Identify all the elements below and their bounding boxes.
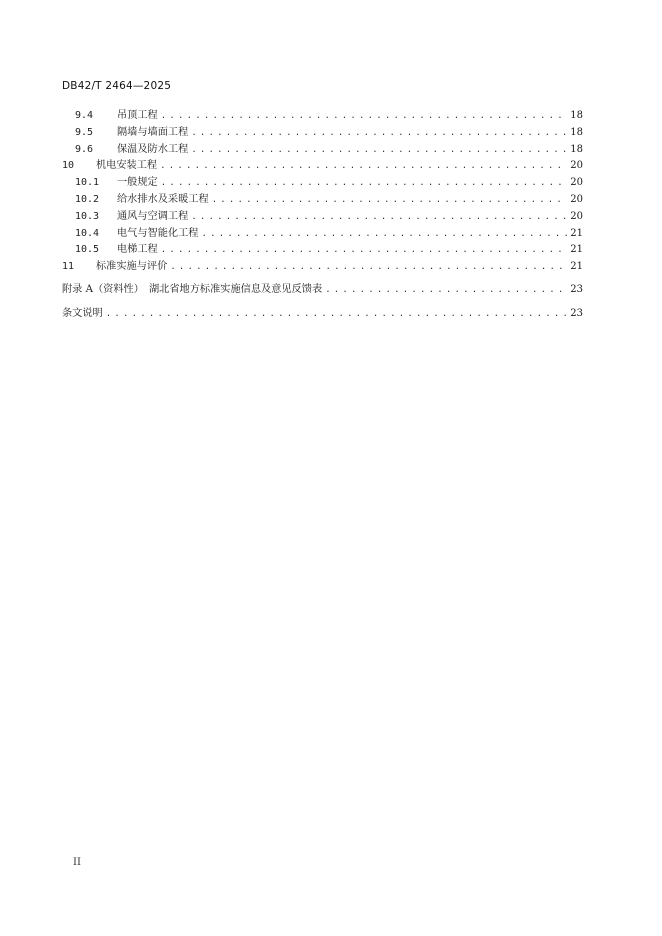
toc-entry-title: 给水排水及采暖工程 bbox=[117, 193, 209, 205]
toc-leader-dots bbox=[161, 242, 568, 259]
toc-entry-9-6[interactable] bbox=[62, 142, 583, 159]
toc-entry-10[interactable] bbox=[62, 158, 583, 175]
toc-entry-title: 隔墙与墙面工程 bbox=[117, 126, 189, 138]
toc-entry-page: 23 bbox=[570, 307, 583, 319]
toc-entry-title: 机电安装工程 bbox=[96, 160, 158, 172]
toc-leader-dots bbox=[170, 259, 567, 276]
toc-entry-page: 21 bbox=[570, 244, 583, 256]
toc-entry-number: 10 bbox=[62, 160, 75, 172]
toc-leader-dots bbox=[191, 142, 567, 159]
toc-entry-page: 18 bbox=[570, 143, 583, 155]
toc-entry-page: 20 bbox=[570, 210, 583, 222]
toc-entry-title: 保温及防水工程 bbox=[117, 143, 189, 155]
toc-leader-dots bbox=[202, 226, 568, 243]
toc-leader-dots bbox=[212, 192, 568, 209]
toc-entry-11[interactable] bbox=[62, 259, 583, 276]
toc-entry-page: 21 bbox=[570, 227, 583, 239]
toc-leader-dots bbox=[191, 209, 567, 226]
toc-entry-number: 10.2 bbox=[75, 193, 100, 205]
toc-entry-10-2[interactable] bbox=[62, 192, 583, 209]
toc-leader-dots bbox=[161, 175, 568, 192]
toc-leader-dots bbox=[161, 108, 568, 125]
toc-entry-9-4[interactable] bbox=[62, 108, 583, 125]
document-code: DB42/T 2464—2025 bbox=[62, 80, 172, 92]
toc-entry-page: 18 bbox=[570, 110, 583, 121]
toc-entry-number: 10.3 bbox=[75, 210, 100, 222]
toc-entry-page: 20 bbox=[570, 177, 583, 189]
toc-entry-number: 10.4 bbox=[75, 227, 100, 239]
toc-entry-page: 20 bbox=[570, 193, 583, 205]
toc-entry-number: 9.4 bbox=[75, 110, 94, 121]
toc-leader-dots bbox=[106, 306, 568, 323]
toc-entry-number: 11 bbox=[62, 261, 75, 273]
toc-leader-dots bbox=[191, 125, 567, 142]
toc-entry-title: 一般规定 bbox=[117, 177, 158, 189]
toc-entry-number: 9.6 bbox=[75, 143, 94, 155]
toc-entry-page: 18 bbox=[570, 126, 583, 138]
toc-leader-dots bbox=[160, 158, 567, 175]
toc-entry-title: 附录 A（资料性） 湖北省地方标准实施信息及意见反馈表 bbox=[62, 284, 323, 296]
toc-entry-title: 通风与空调工程 bbox=[117, 210, 189, 222]
toc-entry-10-4[interactable] bbox=[62, 226, 583, 243]
toc-entry-number: 10.5 bbox=[75, 244, 100, 256]
toc-entry-10-1[interactable] bbox=[62, 175, 583, 192]
toc-entry-page: 20 bbox=[570, 160, 583, 172]
toc-entry-page: 23 bbox=[570, 284, 583, 296]
toc-entry-10-5[interactable] bbox=[62, 242, 583, 259]
toc-entry-number: 10.1 bbox=[75, 177, 100, 189]
toc-entry-explanation[interactable] bbox=[62, 306, 583, 323]
toc-entry-page: 21 bbox=[570, 261, 583, 273]
toc-entry-appendix-a[interactable] bbox=[62, 282, 583, 299]
page-number: II bbox=[73, 857, 81, 868]
table-of-contents bbox=[62, 108, 583, 323]
toc-entry-title: 电梯工程 bbox=[117, 244, 158, 256]
toc-entry-9-5[interactable] bbox=[62, 125, 583, 142]
toc-entry-10-3[interactable] bbox=[62, 209, 583, 226]
toc-entry-number: 9.5 bbox=[75, 126, 94, 138]
toc-entry-title: 标准实施与评价 bbox=[96, 261, 168, 273]
toc-entry-title: 吊顶工程 bbox=[117, 110, 158, 121]
toc-entry-title: 电气与智能化工程 bbox=[117, 227, 199, 239]
toc-entry-title: 条文说明 bbox=[62, 307, 103, 319]
toc-leader-dots bbox=[325, 282, 567, 299]
